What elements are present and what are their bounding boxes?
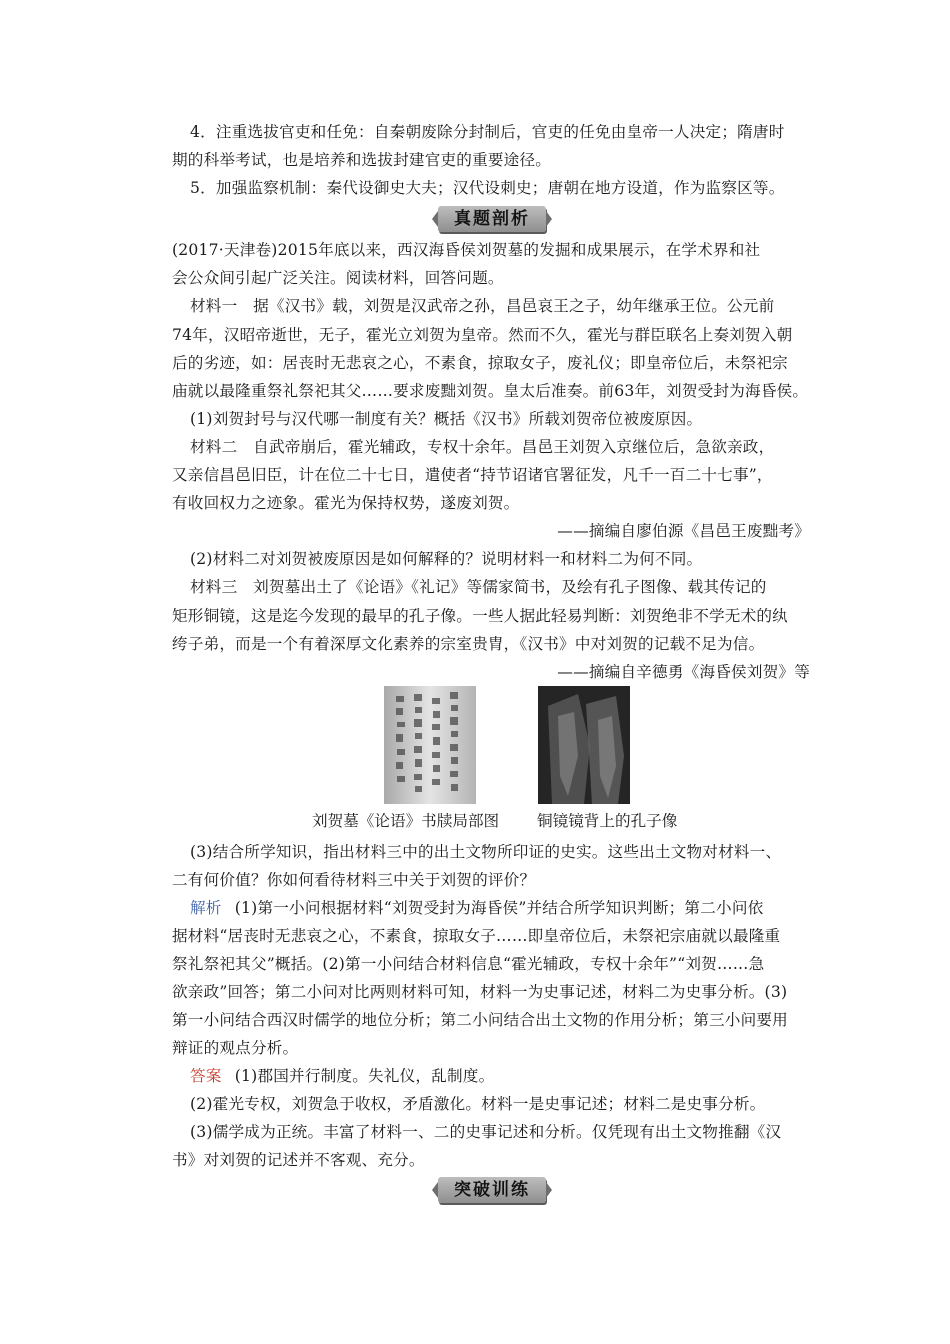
material-one: 材料一 据《汉书》载，刘贺是汉武帝之孙，昌邑哀王之子，幼年继承王位。公元前 bbox=[190, 297, 775, 315]
answer-text: 书》对刘贺的记述并不客观、充分。 bbox=[172, 1151, 425, 1169]
question-stem: 会公众间引起广泛关注。阅读材料，回答问题。 bbox=[172, 269, 504, 287]
analysis-text: 祭礼祭祀其父”概括。(2)第一小问结合材料信息“霍光辅政，专权十余年”“刘贺……急 bbox=[172, 955, 765, 973]
bronze-mirror-image bbox=[538, 686, 630, 804]
image-caption-1: 刘贺墓《论语》书牍局部图 bbox=[312, 812, 500, 830]
material-two: 有收回权力之迹象。霍光为保持权势，遂废刘贺。 bbox=[172, 494, 520, 512]
analysis-text: 第一小问结合西汉时儒学的地位分析；第二小问结合出土文物的作用分析；第三小问要用 bbox=[172, 1011, 788, 1029]
sub-question-3: 二有何价值？你如何看待材料三中关于刘贺的评价？ bbox=[172, 871, 536, 889]
material-three: 绔子弟，而是一个有着深厚文化素养的宗室贵胄，《汉书》中对刘贺的记载不足为信。 bbox=[172, 635, 765, 653]
material-one: 后的劣迹，如：居丧时无悲哀之心，不素食，掠取女子，废礼仪；即皇帝位后，未祭祀宗 bbox=[172, 354, 788, 372]
material-one: 庙就以最隆重祭礼祭祀其父……要求废黜刘贺。皇太后准奏。前63年，刘贺受封为海昏侯。 bbox=[172, 382, 809, 400]
analects-slip-image bbox=[384, 686, 476, 804]
analysis-text: (1)第一小问根据材料“刘贺受封为海昏侯”并结合所学知识判断；第二小问依 bbox=[234, 899, 764, 917]
analysis-text: 辩证的观点分析。 bbox=[172, 1039, 299, 1057]
answer-label: 答案 bbox=[190, 1067, 222, 1085]
analysis-text: 据材料“居丧时无悲哀之心，不素食，掠取女子……即皇帝位后，未祭祀宗庙就以最隆重 bbox=[172, 927, 781, 945]
sub-question-1: (1)刘贺封号与汉代哪一制度有关？概括《汉书》所载刘贺帝位被废原因。 bbox=[190, 410, 703, 428]
sub-question-3: (3)结合所学知识，指出材料三中的出土文物所印证的史实。这些出土文物对材料一、 bbox=[190, 843, 782, 861]
material-one: 74年，汉昭帝逝世，无子，霍光立刘贺为皇帝。然而不久，霍光与群臣联名上奏刘贺入朝 bbox=[172, 326, 793, 344]
answer-text: (3)儒学成为正统。丰富了材料一、二的史事记述和分析。仅凭现有出土文物推翻《汉 bbox=[190, 1123, 782, 1141]
material-two: 材料二 自武帝崩后，霍光辅政，专权十余年。昌邑王刘贺入京继位后，急欲亲政， bbox=[190, 438, 775, 456]
section-banner-tupo: 突破训练 bbox=[438, 1177, 546, 1203]
analysis-label: 解析 bbox=[190, 899, 222, 917]
material-three-source: ——摘编自辛德勇《海昏侯刘贺》等 bbox=[557, 663, 810, 681]
text-line: 5．加强监察机制：秦代设御史大夫；汉代设刺史；唐朝在地方设道，作为监察区等。 bbox=[190, 179, 785, 197]
material-three: 材料三 刘贺墓出土了《论语》《礼记》等儒家简书，及绘有孔子图像、载其传记的 bbox=[190, 578, 767, 596]
answer-text: (2)霍光专权，刘贺急于收权，矛盾激化。材料一是史事记述；材料二是史事分析。 bbox=[190, 1095, 766, 1113]
material-two: 又亲信昌邑旧臣，计在位二十七日，遣使者“持节诏诸官署征发，凡千一百二十七事”， bbox=[172, 466, 773, 484]
answer-line bbox=[190, 1065, 830, 1087]
answer-text: (1)郡国并行制度。失礼仪，乱制度。 bbox=[234, 1067, 495, 1085]
section-banner-zhenti: 真题剖析 bbox=[438, 206, 546, 232]
material-three: 矩形铜镜，这是迄今发现的最早的孔子像。一些人据此轻易判断：刘贺绝非不学无术的纨 bbox=[172, 607, 788, 625]
sub-question-2: (2)材料二对刘贺被废原因是如何解释的？说明材料一和材料二为何不同。 bbox=[190, 550, 703, 568]
material-two-source: ——摘编自廖伯源《昌邑王废黜考》 bbox=[557, 522, 810, 540]
analysis-line bbox=[190, 897, 830, 919]
image-caption-2: 铜镜镜背上的孔子像 bbox=[537, 812, 678, 830]
analysis-text: 欲亲政”回答；第二小问对比两则材料可知，材料一为史事记述，材料二为史事分析。(3) bbox=[172, 983, 788, 1001]
text-line: 期的科举考试，也是培养和选拔封建官吏的重要途径。 bbox=[172, 151, 552, 169]
text-line: 4．注重选拔官吏和任免：自秦朝废除分封制后，官吏的任免由皇帝一人决定；隋唐时 bbox=[190, 123, 785, 141]
question-stem: (2017·天津卷)2015年底以来，西汉海昏侯刘贺墓的发掘和成果展示，在学术界和社 bbox=[172, 241, 761, 259]
